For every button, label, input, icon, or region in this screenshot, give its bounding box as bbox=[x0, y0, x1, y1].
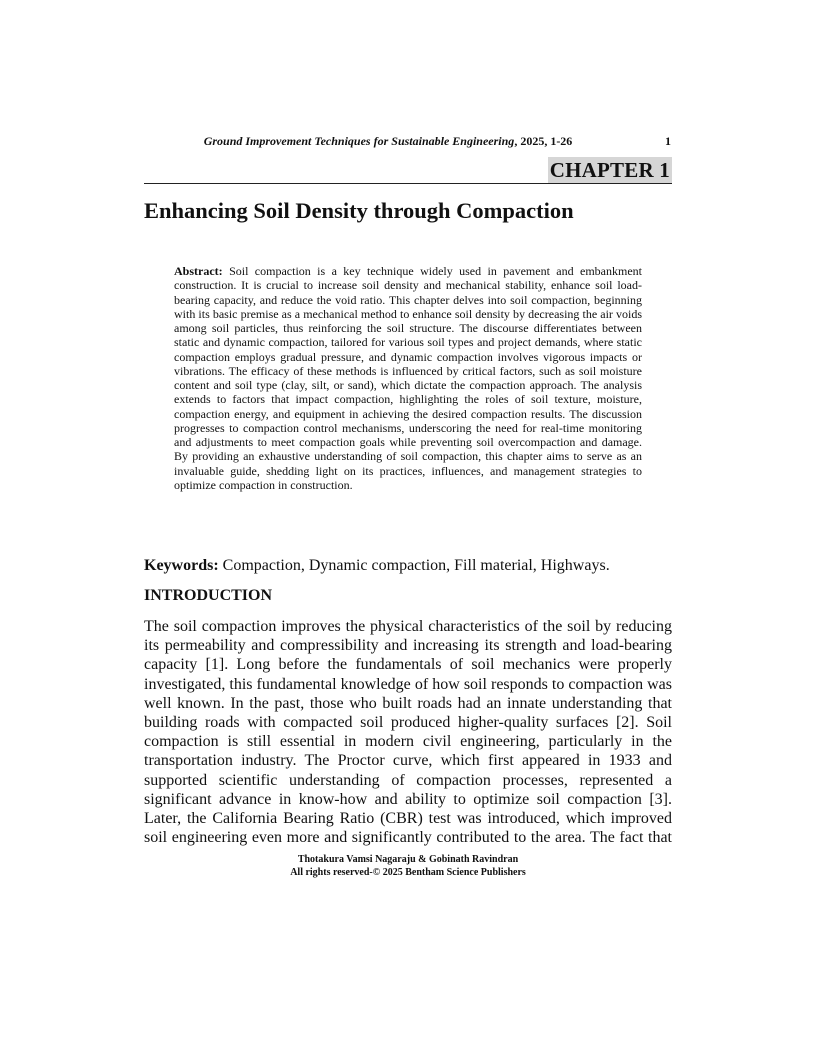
page-footer bbox=[144, 853, 672, 879]
keywords-line bbox=[144, 556, 672, 575]
chapter-label: CHAPTER 1 bbox=[549, 158, 670, 182]
header-divider bbox=[144, 183, 672, 184]
keywords-label: Keywords: bbox=[144, 557, 219, 574]
introduction-paragraph: The soil compaction improves the physical characteristics of the soil by reducing its permeability and compressibility and increasing its strength and load-bearing capacity [1]. Long before the fundamentals of soil mechanics were properly investigated, this fundamental knowledge of how soil responds to compaction was well known. In the past, those who built roads had an innate understanding that building roads with compacted soil produced higher-quality surfaces [2]. Soil compaction is still essential in modern civil engineering, particularly in the transportation industry. The Proctor curve, which first appeared in 1933 and supported scientific understanding of compaction processes, represented a significant advance in know-how and ability to optimize soil compaction [3]. Later, the California Bearing Ratio (CBR) test was introduced, which improved soil engineering even more and significantly contributed to the area. The fact that bbox=[144, 618, 672, 847]
journal-title: Ground Improvement Techniques for Sustainable Engineering bbox=[203, 134, 515, 148]
keywords-text: Compaction, Dynamic compaction, Fill material, Highways. bbox=[222, 557, 610, 574]
journal-citation bbox=[144, 134, 632, 149]
section-heading-introduction: INTRODUCTION bbox=[144, 587, 273, 604]
journal-details: , 2025, 1-26 bbox=[514, 134, 573, 148]
abstract-text: Soil compaction is a key technique widely used in pavement and embankment construction. It is crucial to increase soil density and mechanical stability, enhance soil load-bearing capacity, and reduce the void ratio. This chapter delves into soil compaction, beginning with its basic premise as a mechanical method to enhance soil density by decreasing the air voids among soil particles, thus reinforcing the soil structure. The discourse differentiates between static and dynamic compaction, tailored for various soil types and project demands, where static compaction employs gradual pressure, and dynamic compaction involves vigorous impacts or vibrations. The efficacy of these methods is influenced by critical factors, such as soil moisture content and soil type (clay, silt, or sand), which dictate the compaction approach. The analysis extends to factors that impact compaction, highlighting the roles of soil texture, moisture, compaction energy, and equipment in achieving the desired compaction results. The discussion progresses to compaction control mechanisms, underscoring the need for real-time monitoring and adjustments to meet compaction goals while preventing soil overcompaction and damage. By providing an exhaustive understanding of soil compaction, this chapter aims to serve as an invaluable guide, shedding light on its practices, influences, and management strategies to optimize compaction in construction. bbox=[174, 264, 642, 492]
footer-copyright: All rights reserved-© 2025 Bentham Science Publishers bbox=[290, 867, 526, 878]
page-number: 1 bbox=[665, 134, 671, 148]
chapter-title: Enhancing Soil Density through Compaction bbox=[144, 198, 574, 223]
abstract-label: Abstract: bbox=[174, 264, 223, 278]
footer-authors: Thotakura Vamsi Nagaraju & Gobinath Ravindran bbox=[297, 854, 519, 865]
abstract-block bbox=[174, 264, 642, 492]
running-header bbox=[144, 132, 672, 152]
